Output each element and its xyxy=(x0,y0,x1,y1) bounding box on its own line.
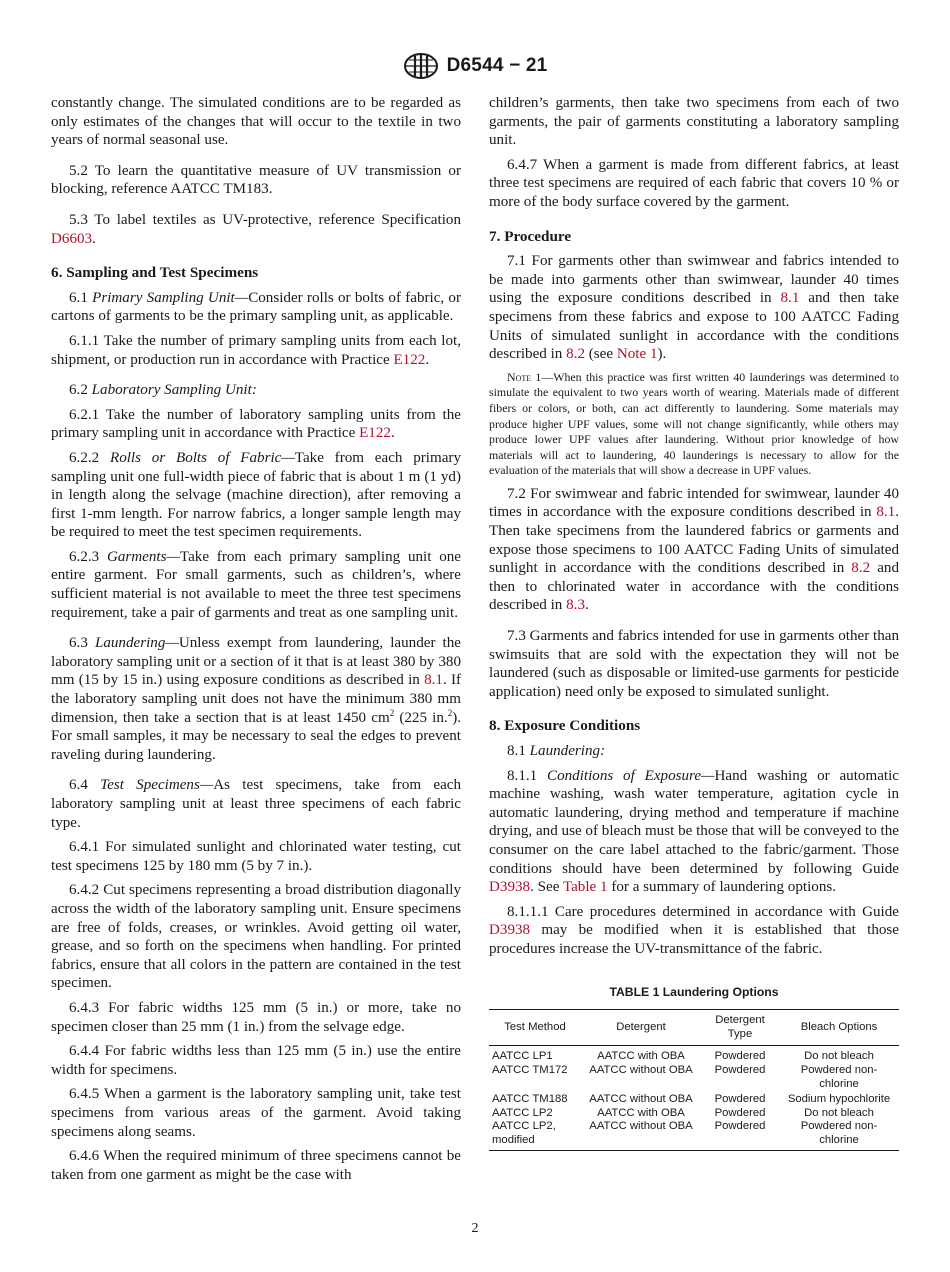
paragraph-6-2-2: 6.2.2 Rolls or Bolts of Fabric—Take from each primary sampling unit one full-width piece of fabric that is about 1 m (1 yd) in length along the selvage (machine direction), after removing a first 1-mm length. For narrow fabrics, a longer sample length may be required to meet the test specimen requirements. xyxy=(51,449,461,541)
note-1: Note 1—When this practice was first written 40 launderings was determined to simulate the equivalent to two years worth of wearing. Materials made of different fibers or colors, or both, can act differently to laundering. Some materials may produce higher UPF values, some will not change significantly, while others may produce lower UPF values after laundering. Without prior knowledge of how materials will act to laundering, 40 launderings is necessary to allow for the evaluation of the materials that will show a decrease in UPF values. xyxy=(489,369,899,478)
astm-logo-icon xyxy=(403,52,439,80)
paragraph-6-4: 6.4 Test Specimens—As test specimens, take from each laboratory sampling unit at least three specimens of each fabric type. xyxy=(51,777,462,831)
table-header-cell: Test Method xyxy=(489,1010,581,1046)
standard-designation: D6544 − 21 xyxy=(446,55,548,76)
table-row xyxy=(489,1046,899,1064)
right-column xyxy=(489,94,899,1151)
ref-d6603-link[interactable]: D6603 xyxy=(51,230,93,247)
section-6-heading: 6. Sampling and Test Specimens xyxy=(51,264,259,282)
table-row xyxy=(489,1107,899,1121)
laundering-options-table xyxy=(489,1009,899,1151)
paragraph-6-2: 6.2 Laboratory Sampling Unit: xyxy=(69,382,257,399)
paragraph-7-2: 7.2 For swimwear and fabric intended for swimwear, launder 40 times in accordance with the exposure conditions described in 8.1. Then take specimens from the laundered fabrics or garments and expose those specimens to 100 AATCC Fading Units of simulated sunlight in accordance with the conditions described in 8.2 and then to chlorinated water in accordance with the conditions described in 8.3. xyxy=(489,485,899,614)
ref-8-3-link[interactable]: 8.3 xyxy=(566,597,585,614)
table-cell: Powdered non-chlorine xyxy=(800,1063,878,1090)
ref-8-1-link[interactable]: 8.1 xyxy=(876,504,896,521)
table-row xyxy=(489,1064,899,1091)
ref-e122-link[interactable]: E122 xyxy=(359,425,391,442)
table-cell: AATCC without OBA xyxy=(581,1120,701,1151)
table-row xyxy=(489,1091,899,1107)
table-cell: Powdered non-chlorine xyxy=(779,1120,899,1151)
table-cell: Powdered xyxy=(714,1050,766,1063)
page-number: 2 xyxy=(471,1221,479,1236)
ref-note-1-link[interactable]: Note 1 xyxy=(616,346,658,363)
paragraph-6-4-2: 6.4.2 Cut specimens representing a broad distribution diagonally across the width of the laboratory sampling unit. Ensure specimens are free of folds, creases, or wrinkles. Avoid getting oil water, grease, and so forth on the specimens when handling. For printed fabrics, ensure that all colors in the pattern are contained in the test specimen. xyxy=(51,882,461,992)
table-cell: AATCC without OBA xyxy=(589,1063,693,1076)
table-cell: Powdered xyxy=(701,1120,779,1151)
table-cell: Do not bleach xyxy=(804,1050,874,1063)
paragraph-6-4-6: 6.4.6 When the required minimum of three specimens cannot be taken from one garment as might be the case with xyxy=(51,1148,461,1183)
table-cell: Powdered xyxy=(714,1106,766,1119)
paragraph-6-1: 6.1 Primary Sampling Unit—Consider rolls or bolts of fabric, or cartons of garments to be the primary sampling unit, as applicable. xyxy=(51,289,462,325)
paragraph-6-4-5: 6.4.5 When a garment is the laboratory sampling unit, take test specimens from various areas of the garment. Avoid taking specimens along seams. xyxy=(51,1086,461,1140)
paragraph-8-1-1: 8.1.1 Conditions of Exposure—Hand washing or automatic machine washing, wash water temperature, agitation cycle in automatic laundering, drying method and temperature if machine drying, and use of bleach must be those that will be conveyed to the consumer on the care label attached to the fabric/garment. Those conditions should have been determined by following Guide D3938. See Table 1 for a summary of laundering options. xyxy=(489,767,899,896)
paragraph-7-3: 7.3 Garments and fabrics intended for use in garments other than swimsuits that are sold with the expectation they will not be laundered (such as disposable or limited-use garments for pesticide application) need only be exposed to simulated sunlight. xyxy=(489,628,899,700)
paragraph-8-1: 8.1 Laundering: xyxy=(507,743,606,759)
section-7-heading: 7. Procedure xyxy=(489,227,572,245)
table-cell: AATCC LP2, modified xyxy=(489,1120,581,1151)
paragraph-6-4-3: 6.4.3 For fabric widths 125 mm (5 in.) or more, take no specimen closer than 25 mm (1 in.) from the selvage edge. xyxy=(51,999,461,1035)
paragraph-6-4-6-continued: children’s garments, then take two specimens from each of two garments, the pair of garments constituting a laboratory sampling unit. xyxy=(489,95,899,149)
ref-8-2-link[interactable]: 8.2 xyxy=(851,560,871,577)
paragraph-6-2-3: 6.2.3 Garments—Take from each primary sampling unit one entire garment. For small garments, such as children’s, where sufficient material is not available to meet the three test specimens requirement, take a pair of garments and treat as one sampling unit. xyxy=(51,548,461,621)
paragraph-6-1-1: 6.1.1 Take the number of primary sampling units from each lot, shipment, or production run in accordance with Practice E122. xyxy=(51,332,461,368)
table-cell: AATCC with OBA xyxy=(597,1106,685,1119)
ref-d3938-link[interactable]: D3938 xyxy=(489,879,531,896)
paragraph-6-4-1: 6.4.1 For simulated sunlight and chlorinated water testing, cut test specimens 125 by 180 mm (5 by 7 in.). xyxy=(51,839,461,874)
ref-table-1-link[interactable]: Table 1 xyxy=(562,879,608,896)
ref-8-2-link[interactable]: 8.2 xyxy=(566,346,585,363)
table-cell: AATCC LP2 xyxy=(492,1106,553,1119)
table-header-row xyxy=(489,1010,899,1046)
table-1 xyxy=(489,983,899,1152)
paragraph-7-1: 7.1 For garments other than swimwear and fabrics intended to be made into garments other than swimwear, launder 40 times using the exposure conditions described in 8.1 and then take specimens from these fabrics and expose to 100 AATCC Fading Units of simulated sunlight in accordance with the conditions described in 8.2 (see Note 1). xyxy=(489,253,899,363)
table-cell: Sodium hypochlorite xyxy=(787,1093,891,1106)
page-header xyxy=(0,52,950,80)
table-cell: AATCC without OBA xyxy=(589,1093,693,1106)
table-cell: Powdered xyxy=(714,1063,766,1076)
table-cell: AATCC LP1 xyxy=(492,1050,553,1063)
table-row xyxy=(489,1120,899,1151)
table-cell: AATCC with OBA xyxy=(597,1050,685,1063)
paragraph-5-3: 5.3 To label textiles as UV-protective, reference Specification D6603. xyxy=(51,211,461,247)
paragraph-6-4-7: 6.4.7 When a garment is made from different fabrics, at least three test specimens are required of each fabric that covers 10 % or more of the body surface covered by the garment. xyxy=(489,156,899,210)
table-header-cell: Detergent Type xyxy=(701,1010,779,1046)
table-cell: Powdered xyxy=(714,1093,766,1106)
table-cell: AATCC TM188 xyxy=(492,1093,568,1106)
ref-8-1-link[interactable]: 8.1 xyxy=(424,672,443,689)
ref-8-1-link[interactable]: 8.1 xyxy=(780,290,800,307)
paragraph-6-2-1: 6.2.1 Take the number of laboratory sampling units from the primary sampling unit in accordance with Practice E122. xyxy=(51,406,461,442)
paragraph-5-1-continued: constantly change. The simulated conditions are to be regarded as only estimates of the changes that will occur to the textile in two years of normal seasonal use. xyxy=(51,95,461,149)
paragraph-6-3: 6.3 Laundering—Unless exempt from laundering, launder the laboratory sampling unit or a section of it that is at least 380 by 380 mm (15 by 15 in.) using exposure conditions as described in 8.1. If the laboratory sampling unit does not have the minimum 380 mm dimension, then take a section that is at least 1450 $cm^2$ (225 in.$^2$). For small samples, it may be necessary to seal the edges to prevent raveling during laundering. xyxy=(51,635,461,763)
paragraph-5-2: 5.2 To learn the quantitative measure of UV transmission or blocking, reference AATCC TM183. xyxy=(51,162,461,198)
section-8-heading: 8. Exposure Conditions xyxy=(489,717,641,735)
left-column xyxy=(51,94,461,1190)
table-header-cell: Detergent xyxy=(581,1010,701,1046)
ref-e122-link[interactable]: E122 xyxy=(393,351,426,368)
paragraph-6-4-4: 6.4.4 For fabric widths less than 125 mm (5 in.) use the entire width for specimens. xyxy=(51,1043,461,1078)
paragraph-8-1-1-1: 8.1.1.1 Care procedures determined in accordance with Guide D3938 may be modified when it is established that those procedures increase the UV-transmittance of the fabric. xyxy=(489,903,899,957)
table-cell: Do not bleach xyxy=(804,1106,874,1119)
table-cell: AATCC TM172 xyxy=(492,1063,568,1076)
table-header-cell: Bleach Options xyxy=(779,1010,899,1046)
ref-d3938-link[interactable]: D3938 xyxy=(489,922,531,939)
table-1-title: TABLE 1 Laundering Options xyxy=(609,984,779,999)
